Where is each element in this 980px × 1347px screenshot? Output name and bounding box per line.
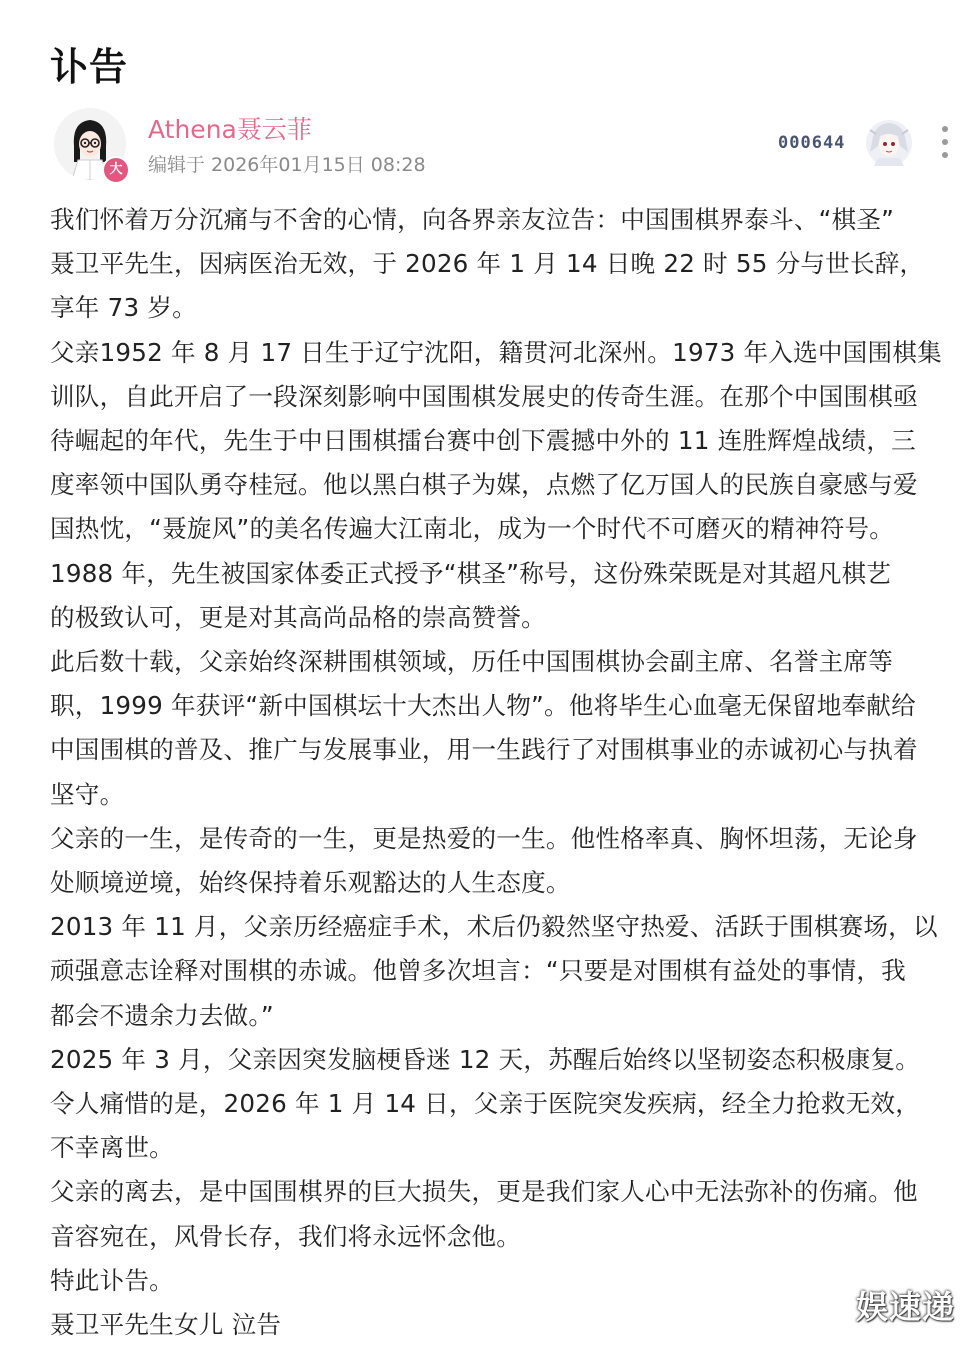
body-line: 的极致认可，更是对其高尚品格的崇高赞誉。: [50, 602, 546, 632]
edit-timestamp: 编辑于 2026年01月15日 08:28: [148, 154, 426, 176]
body-line: 特此讣告。: [50, 1265, 174, 1295]
body-line: 此后数十载，父亲始终深耕围棋领域，历任中国围棋协会副主席、名誉主席等: [50, 647, 893, 677]
body-line: 待崛起的年代，先生于中日围棋擂台赛中创下震撼中外的 11 连胜辉煌战绩，三: [50, 426, 916, 456]
anime-figure-icon: [864, 118, 914, 168]
body-line: 我们怀着万分沉痛与不舍的心情，向各界亲友泣告：中国围棋界泰斗、“棋圣”: [50, 205, 895, 234]
body-line: 度率领中国队勇夺桂冠。他以黑白棋子为媒，点燃了亿万国人的民族自豪感与爱: [50, 470, 918, 500]
page-title: 讣告: [50, 45, 129, 89]
body-line: 父亲的一生，是传奇的一生，更是热爱的一生。他性格率真、胸怀坦荡，无论身: [50, 823, 918, 853]
body-line: 2025 年 3 月，父亲因突发脑梗昏迷 12 天，苏醒后始终以坚韧姿态积极康复。: [50, 1044, 921, 1074]
body-line: 聂卫平先生，因病医治无效，于 2026 年 1 月 14 日晚 22 时 55 分与世长辞，: [50, 249, 925, 279]
watermark-logo: 娱速递: [856, 1288, 956, 1326]
body-line: 不幸离世。: [50, 1133, 174, 1163]
body-line: 聂卫平先生女儿 泣告: [50, 1310, 282, 1340]
body-line: 训队，自此开启了一段深刻影响中国围棋发展史的传奇生涯。在那个中国围棋亟: [50, 381, 918, 411]
body-line: 都会不遗余力去做。”: [50, 1000, 274, 1030]
fan-number: 000644: [778, 133, 846, 153]
body-line: 顽强意志诠释对围棋的赤诚。他曾多次坦言：“只要是对围棋有益处的事情，我: [50, 956, 906, 986]
body-line: 坚守。: [50, 779, 125, 809]
body-line: 中国围棋的普及、推广与发展事业，用一生践行了对围棋事业的赤诚初心与执着: [50, 735, 918, 765]
more-vertical-icon: [942, 152, 948, 158]
body-line: 令人痛惜的是，2026 年 1 月 14 日，父亲于医院突发疾病，经全力抢救无效，: [50, 1089, 921, 1119]
more-vertical-icon: [942, 126, 948, 132]
body-line: 职，1999 年获评“新中国棋坛十大杰出人物”。他将毕生心血毫无保留地奉献给: [50, 691, 916, 721]
post-body: [50, 198, 965, 1347]
body-line: 父亲1952 年 8 月 17 日生于辽宁沈阳，籍贯河北深州。1973 年入选中国围棋集: [50, 337, 942, 367]
fan-number-badge[interactable]: [772, 118, 922, 168]
body-line: 享年 73 岁。: [50, 293, 197, 323]
body-line: 处顺境逆境，始终保持着乐观豁达的人生态度。: [50, 868, 571, 898]
body-line: 1988 年，先生被国家体委正式授予“棋圣”称号，这份殊荣既是对其超凡棋艺: [50, 558, 892, 588]
verified-badge: 大: [102, 156, 130, 184]
more-options-button[interactable]: [936, 124, 954, 160]
body-line: 国热忱，“聂旋风”的美名传遍大江南北，成为一个时代不可磨灭的精神符号。: [50, 514, 895, 544]
more-vertical-icon: [942, 139, 948, 145]
body-line: 音容宛在，风骨长存，我们将永远怀念他。: [50, 1221, 522, 1251]
post-header: [50, 108, 960, 188]
body-line: 2013 年 11 月，父亲历经癌症手术，术后仍毅然坚守热爱、活跃于围棋赛场，以: [50, 912, 938, 942]
author-avatar[interactable]: [54, 108, 130, 184]
body-line: 父亲的离去，是中国围棋界的巨大损失，更是我们家人心中无法弥补的伤痛。他: [50, 1177, 918, 1207]
author-name[interactable]: Athena聂云菲: [148, 115, 312, 144]
